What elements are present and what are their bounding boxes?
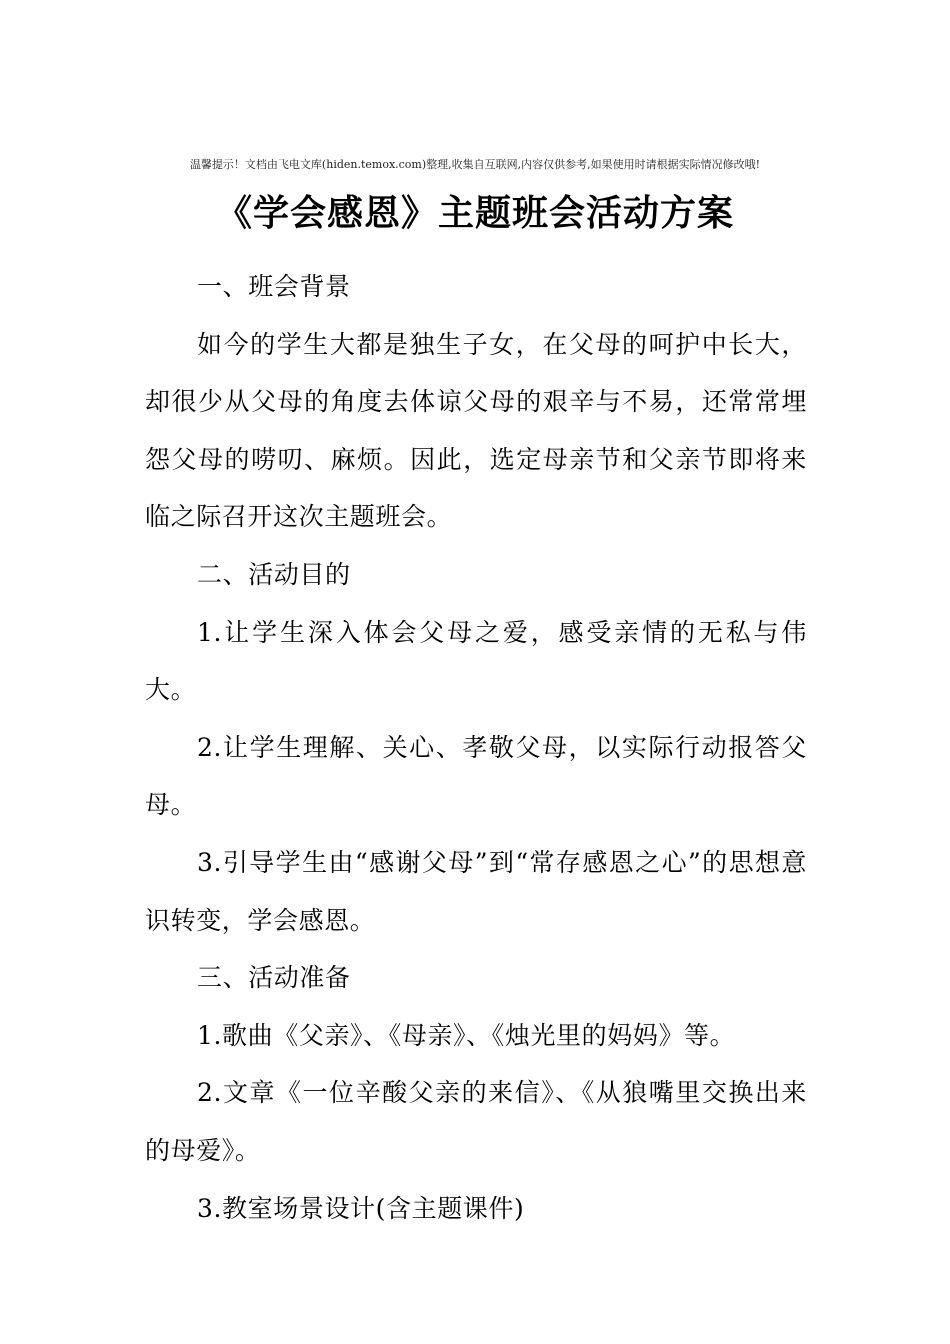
purpose-item-2: 2.让学生理解、关心、孝敬父母，以实际行动报答父母。 <box>145 732 807 820</box>
preparation-item-2: 2.文章《一位辛酸父亲的来信》、《从狼嘴里交换出来的母爱》。 <box>145 1078 807 1165</box>
document-body <box>145 258 807 1237</box>
section-heading-preparation: 三、活动准备 <box>197 963 351 993</box>
purpose-item-1: 1.让学生深入体会父母之爱，感受亲情的无私与伟大。 <box>145 617 807 705</box>
section-heading-purpose: 二、活动目的 <box>197 559 351 589</box>
preparation-item-3: 3.教室场景设计(含主题课件) <box>197 1193 525 1223</box>
section-heading-background: 一、班会背景 <box>197 272 351 301</box>
preparation-item-1: 1.歌曲《父亲》、《母亲》、《烛光里的妈妈》等。 <box>197 1020 736 1050</box>
paragraph-background: 如今的学生大都是独生子女，在父母的呵护中长大，却很少从父母的角度去体谅父母的艰辛与不易，还常常埋怨父母的唠叨、麻烦。因此，选定母亲节和父亲节即将来临之际召开这次主题班会。 <box>145 329 807 532</box>
document-title: 《学会感恩》主题班会活动方案 <box>215 193 734 234</box>
purpose-item-3: 3.引导学生由“感谢父母”到“常存感恩之心”的思想意识转变，学会感恩。 <box>145 847 807 935</box>
header-notice: 温馨提示！文档由飞电文库(hiden.temox.com)整理,收集自互联网,内容仅供参考,如果使用时请根据实际情况修改哦! <box>189 158 761 171</box>
